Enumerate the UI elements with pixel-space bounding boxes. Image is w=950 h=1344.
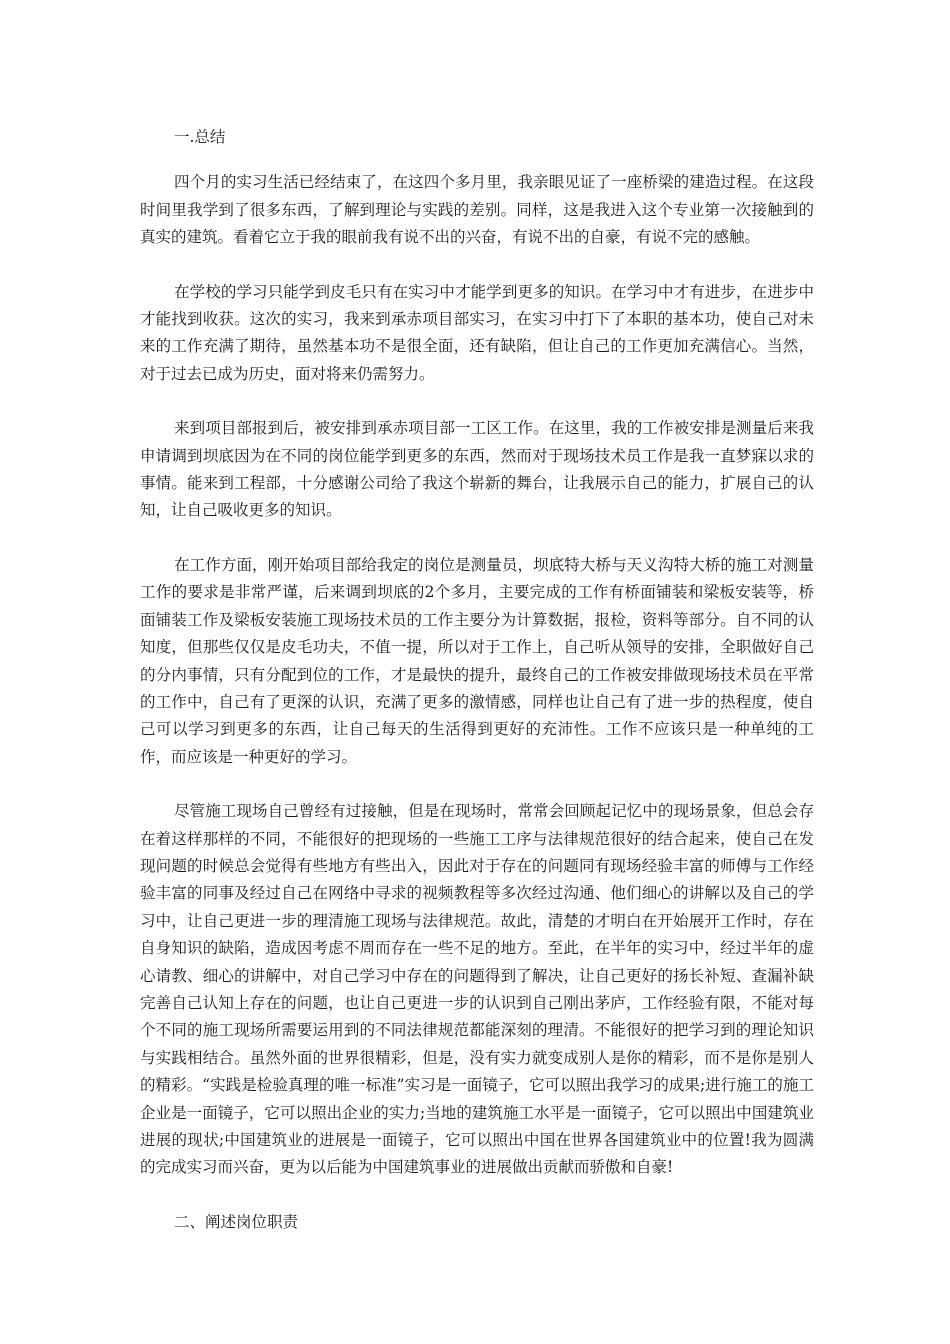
document-page [140,124,814,1254]
paragraph-5: 尽管施工现场自己曾经有过接触，但是在现场时，常常会回顾起记忆中的现场景象，但总会存在着这样那样的不同，不能很好的把现场的一些施工工序与法律规范很好的结合起来，使自己在发现问题的时候总会觉得有些地方有些出入，因此对于存在的问题同有现场经验丰富的师傅与工作经验丰富的同事及经过自己在网络中寻求的视频教程等多次经过沟通、他们细心的讲解以及自己的学习中，让自己更进一步的理清施工现场与法律规范。故此，清楚的才明白在开始展开工作时，存在自身知识的缺陷，造成因考虑不周而存在一些不足的地方。至此，在半年的实习中，经过半年的虚心请教、细心的讲解中，对自己学习中存在的问题得到了解决，让自己更好的扬长补短、查漏补缺完善自己认知上存在的问题，也让自己更进一步的认识到自己刚出茅庐，工作经验有限，不能对每个不同的施工现场所需要运用到的不同法律规范都能深刻的理清。不能很好的把学习到的理论知识与实践相结合。虽然外面的世界很精彩，但是，没有实力就变成别人是你的精彩，而不是你是别人的精彩。“实践是检验真理的唯一标准”实习是一面镜子，它可以照出我学习的成果;进行施工的施工企业是一面镜子，它可以照出企业的实力;当地的建筑施工水平是一面镜子，它可以照出中国建筑业进展的现状;中国建筑业的进展是一面镜子，它可以照出中国在世界各国建筑业中的位置!我为圆满的完成实习而兴奋，更为以后能为中国建筑事业的进展做出贡献而骄傲和自豪! [140,802,814,1177]
paragraph-4: 在工作方面，刚开始项目部给我定的岗位是测量员，坝底特大桥与天义沟特大桥的施工对测量工作的要求是非常严谨，后来调到坝底的2个多月，主要完成的工作有桥面铺装和梁板安装等，桥面铺装工作及梁板安装施工现场技术员的工作主要分为计算数据，报检，资料等部分。自不同的认知度，但那些仅仅是皮毛功夫，不值一提，所以对于工作上，自己听从领导的安排，全职做好自己的分内事情，只有分配到位的工作，才是最快的提升，最终自己的工作被安排做现场技术员在平常的工作中，自己有了更深的认识，充满了更多的激情感，同样也让自己有了进一步的热程度，使自己可以学习到更多的东西，让自己每天的生活得到更好的充沛性。工作不应该只是一种单纯的工作，而应该是一种更好的学习。 [140,555,814,766]
paragraph-1: 四个月的实习生活已经结束了，在这四个多月里，我亲眼见证了一座桥梁的建造过程。在这段时间里我学到了很多东西，了解到理论与实践的差别。同样，这是我进入这个专业第一次接触到的真实的建筑。看着它立于我的眼前我有说不出的兴奋，有说不出的自豪，有说不完的感触。 [140,173,814,247]
paragraph-3: 来到项目部报到后，被安排到承赤项目部一工区工作。在这里，我的工作被安排是测量后来我申请调到坝底因为在不同的岗位能学到更多的东西，然而对于现场技术员工作是我一直梦寐以求的事情。能来到工程部，十分感谢公司给了我这个崭新的舞台，让我展示自己的能力，扩展自己的认知，让自己吸收更多的知识。 [140,419,814,520]
section-heading-summary: 一.总结 [174,128,226,146]
paragraph-2: 在学校的学习只能学到皮毛只有在实习中才能学到更多的知识。在学习中才有进步，在进步中才能找到收获。这次的实习，我来到承赤项目部实习，在实习中打下了本职的基本功，使自己对未来的工作充满了期待，虽然基本功不是很全面，还有缺陷，但让自己的工作更加充满信心。当然，对于过去已成为历史，面对将来仍需努力。 [140,282,814,383]
section-heading-duties: 二、阐述岗位职责 [174,1212,299,1231]
